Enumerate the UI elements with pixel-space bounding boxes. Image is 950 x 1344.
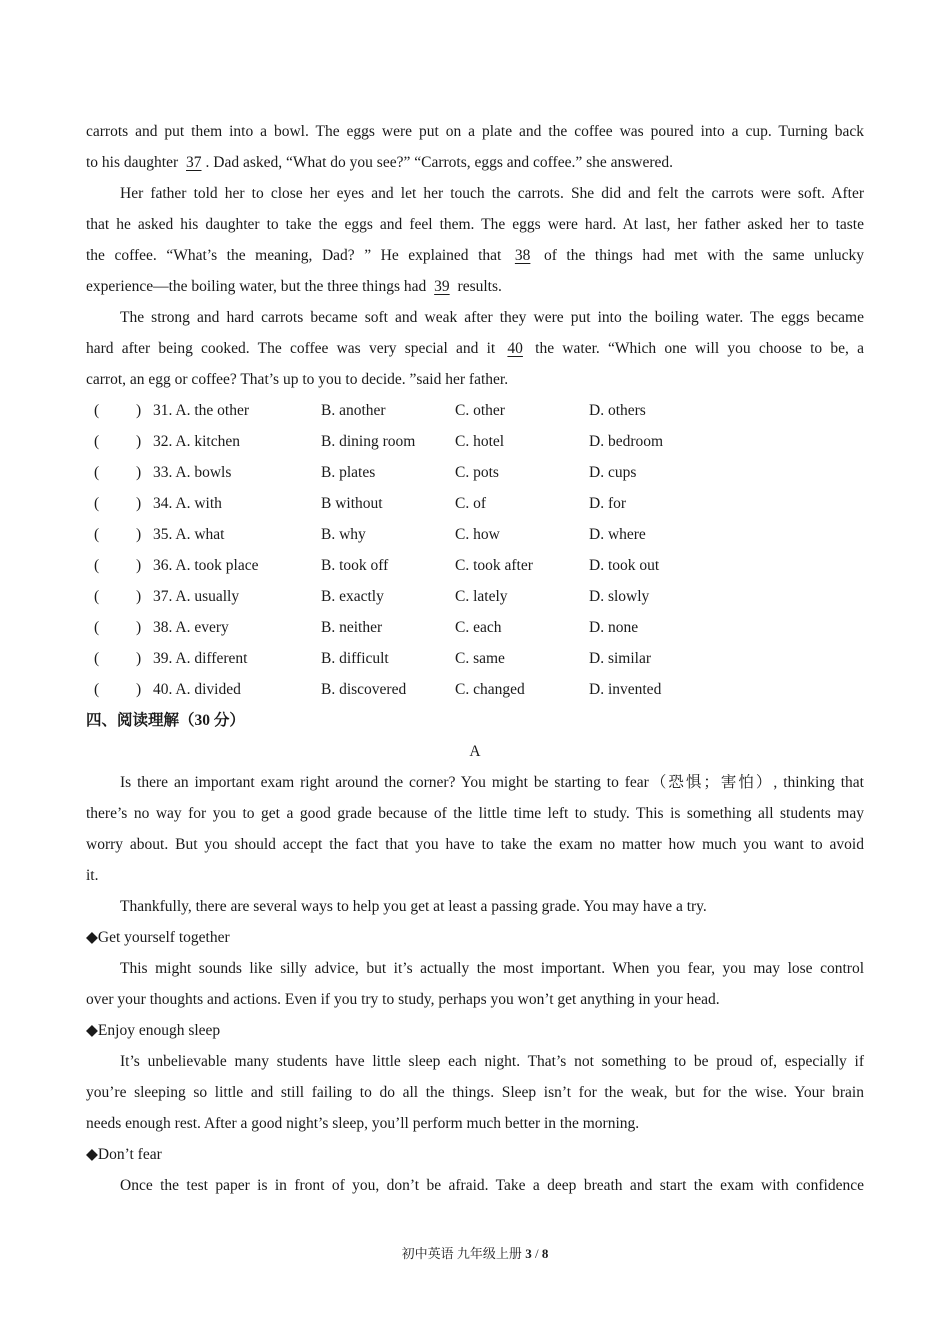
paren-left: ( — [94, 402, 100, 419]
paren-right: ) — [136, 619, 142, 636]
page-number: 3 — [525, 1246, 532, 1261]
answer-paren[interactable] — [86, 674, 153, 705]
option-b: B. discovered — [321, 681, 407, 698]
answer-paren[interactable] — [86, 581, 153, 612]
option-c: C. other — [455, 402, 505, 419]
blank-40: 40 — [507, 340, 523, 357]
text-line: that he asked his daughter to take the eggs and feel them. The eggs were hard. At last, her father asked her to taste — [86, 216, 864, 233]
option-d: D. invented — [589, 681, 662, 698]
option-d: D. slowly — [589, 588, 650, 605]
paren-left: ( — [94, 681, 100, 698]
text-line: carrots and put them into a bowl. The eggs were put on a plate and the coffee was poured into a cup. Turning back — [86, 123, 864, 140]
footer-label: 初中英语 九年级上册 — [401, 1246, 526, 1261]
text-fragment: to his daughter — [86, 154, 182, 171]
paren-right: ) — [136, 526, 142, 543]
text-fragment: experience—the boiling water, but the three things had — [86, 278, 431, 295]
section-heading: 四、阅读理解（30 分） — [86, 712, 245, 729]
option-b: B. plates — [321, 464, 376, 481]
option-c: C. each — [455, 619, 502, 636]
option-c: C. of — [455, 495, 486, 512]
text-line — [86, 271, 864, 302]
answer-paren[interactable] — [86, 612, 153, 643]
paren-right: ) — [136, 433, 142, 450]
option-d: D. for — [589, 495, 627, 512]
option-a: 37. A. usually — [153, 588, 240, 605]
option-d: D. cups — [589, 464, 637, 481]
option-b: B. neither — [321, 619, 383, 636]
text-line — [86, 240, 864, 271]
answer-paren[interactable] — [86, 426, 153, 457]
blank-39: 39 — [434, 278, 450, 295]
paren-left: ( — [94, 526, 100, 543]
option-row — [86, 581, 864, 612]
option-d: D. others — [589, 402, 646, 419]
answer-paren[interactable] — [86, 457, 153, 488]
text-line: Her father told her to close her eyes and let her touch the carrots. She did and felt the carrots were soft. After — [120, 185, 864, 202]
option-a: 40. A. divided — [153, 681, 241, 698]
text-fragment: of the things had met with the same unlucky — [534, 247, 864, 264]
option-b: B. why — [321, 526, 366, 543]
text-line — [86, 147, 864, 178]
text-line: it. — [86, 867, 99, 884]
blank-38: 38 — [514, 247, 531, 264]
text-line: Thankfully, there are several ways to help you get at least a passing grade. You may have a try. — [120, 898, 707, 915]
option-d: D. similar — [589, 650, 651, 667]
option-a: 38. A. every — [153, 619, 229, 636]
option-row — [86, 519, 864, 550]
option-row — [86, 488, 864, 519]
text-fragment: results. — [453, 278, 502, 295]
answer-paren[interactable] — [86, 488, 153, 519]
text-line: Once the test paper is in front of you, don’t be afraid. Take a deep breath and start the exam with confidence — [120, 1177, 864, 1194]
option-row — [86, 612, 864, 643]
answer-paren[interactable] — [86, 395, 153, 426]
paren-left: ( — [94, 464, 100, 481]
text-line: there’s no way for you to get a good grade because of the little time left to study. This is something all students may — [86, 805, 864, 822]
option-a: 34. A. with — [153, 495, 222, 512]
option-row — [86, 643, 864, 674]
option-c: C. hotel — [455, 433, 505, 450]
text-line: The strong and hard carrots became soft and weak after they were put into the boiling water. The eggs became — [120, 309, 864, 326]
option-b: B. took off — [321, 557, 389, 574]
option-c: C. took after — [455, 557, 533, 574]
option-row — [86, 426, 864, 457]
option-a: 35. A. what — [153, 526, 225, 543]
paren-left: ( — [94, 588, 100, 605]
text-fragment: the coffee. “What’s the meaning, Dad? ” He explained that — [86, 247, 511, 264]
answer-paren[interactable] — [86, 550, 153, 581]
page-footer — [0, 1244, 950, 1264]
option-a: 31. A. the other — [153, 402, 249, 419]
paren-left: ( — [94, 619, 100, 636]
text-line: Is there an important exam right around the corner? You might be starting to fear（恐惧；害怕）, thinking that — [120, 774, 864, 791]
text-line: This might sounds like silly advice, but it’s actually the most important. When you fear, you may lose control — [120, 960, 864, 977]
option-b: B without — [321, 495, 383, 512]
paren-left: ( — [94, 650, 100, 667]
text-line: worry about. But you should accept the fact that you have to take the exam no matter how much you want to avoid — [86, 836, 864, 853]
tip-title: ◆Enjoy enough sleep — [86, 1022, 221, 1039]
option-c: C. lately — [455, 588, 508, 605]
option-a: 39. A. different — [153, 650, 248, 667]
option-row — [86, 457, 864, 488]
option-d: D. took out — [589, 557, 660, 574]
options-list — [86, 395, 864, 705]
option-c: C. pots — [455, 464, 499, 481]
tip-title: ◆Get yourself together — [86, 929, 230, 946]
option-row — [86, 395, 864, 426]
text-line — [86, 333, 864, 364]
option-d: D. bedroom — [589, 433, 664, 450]
paren-right: ) — [136, 588, 142, 605]
paren-right: ) — [136, 650, 142, 667]
page-total: 8 — [541, 1246, 549, 1261]
text-line: carrot, an egg or coffee? That’s up to you to decide. ”said her father. — [86, 371, 509, 388]
text-fragment: the water. “Which one will you choose to be, a — [526, 340, 864, 357]
text-line: It’s unbelievable many students have little sleep each night. That’s not something to be proud of, especially if — [120, 1053, 864, 1070]
answer-paren[interactable] — [86, 643, 153, 674]
passage-label: A — [469, 743, 481, 760]
text-fragment: hard after being cooked. The coffee was very special and it — [86, 340, 504, 357]
text-line: you’re sleeping so little and still failing to do all the things. Sleep isn’t for the weak, but for the wise. Your brain — [86, 1084, 864, 1101]
option-c: C. changed — [455, 681, 525, 698]
answer-paren[interactable] — [86, 519, 153, 550]
option-row — [86, 674, 864, 705]
text-line: needs enough rest. After a good night’s sleep, you’ll perform much better in the morning. — [86, 1115, 640, 1132]
paren-right: ) — [136, 557, 142, 574]
paren-right: ) — [136, 464, 142, 481]
blank-37: 37 — [186, 154, 202, 171]
page-content — [86, 116, 864, 1201]
option-a: 33. A. bowls — [153, 464, 232, 481]
paren-right: ) — [136, 402, 142, 419]
option-row — [86, 550, 864, 581]
text-fragment: . Dad asked, “What do you see?” “Carrots, eggs and coffee.” she answered. — [205, 154, 674, 171]
option-d: D. none — [589, 619, 639, 636]
option-b: B. difficult — [321, 650, 389, 667]
page-sep: / — [531, 1246, 542, 1261]
text-line: over your thoughts and actions. Even if you try to study, perhaps you won’t get anything in your head. — [86, 991, 720, 1008]
paren-left: ( — [94, 495, 100, 512]
paren-right: ) — [136, 681, 142, 698]
option-a: 32. A. kitchen — [153, 433, 240, 450]
option-a: 36. A. took place — [153, 557, 259, 574]
option-b: B. another — [321, 402, 386, 419]
option-c: C. same — [455, 650, 505, 667]
option-c: C. how — [455, 526, 500, 543]
paren-left: ( — [94, 433, 100, 450]
option-d: D. where — [589, 526, 646, 543]
option-b: B. dining room — [321, 433, 416, 450]
paren-left: ( — [94, 557, 100, 574]
paren-right: ) — [136, 495, 142, 512]
tip-title: ◆Don’t fear — [86, 1146, 162, 1163]
option-b: B. exactly — [321, 588, 384, 605]
